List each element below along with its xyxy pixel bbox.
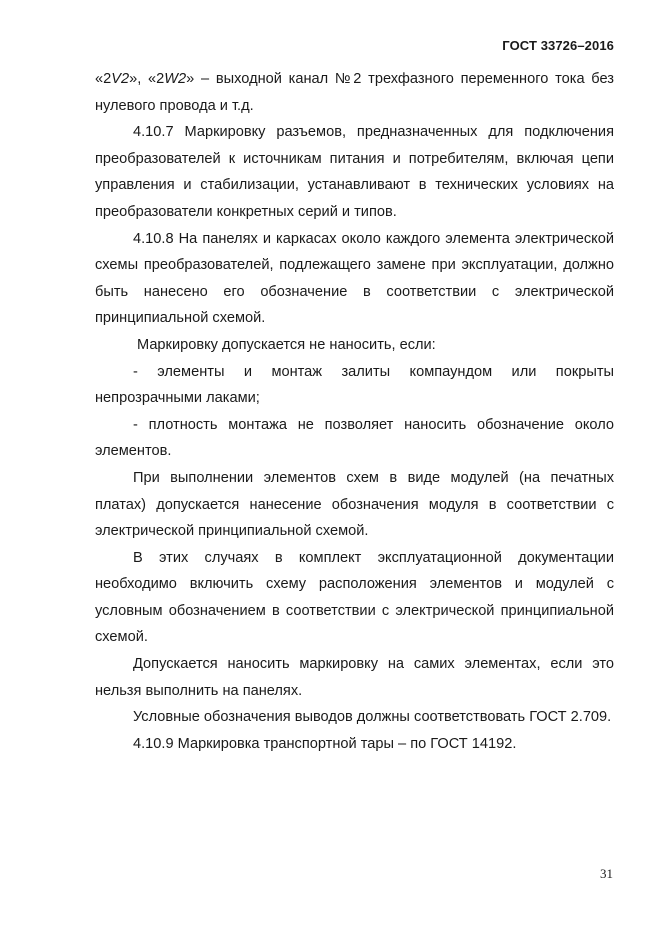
paragraph-marking-on-elements: Допускается наносить маркировку на самих элементах, если это нельзя выполнить на панелях. [95, 656, 614, 699]
paragraph-4-10-9: 4.10.9 Маркировка транспортной тары – по ГОСТ 14192. [133, 735, 517, 752]
list-item-compound: - элементы и монтаж залиты компаундом или покрыты непрозрачными лаками; [95, 363, 614, 407]
page-number: 31 [600, 866, 613, 881]
paragraph-modules: При выполнении элементов схем в виде модулей (на печатных платах) допускается нанесение обозначения модуля в соответствии с электрической принципиальной схемой. [95, 469, 614, 540]
text-fragment: «2 [95, 71, 112, 87]
paragraph-marking-exception: Маркировку допускается не наносить, если: [137, 336, 436, 353]
text-fragment: » – выходной канал №2 трехфазного переменного тока без нулевого провода и т.д. [95, 71, 614, 114]
paragraph-channel-designation [95, 66, 614, 119]
designation-v2: V2 [111, 71, 130, 87]
list-item-density: - плотность монтажа не позволяет наносить обозначение около элементов. [95, 416, 614, 460]
paragraph-4-10-8: 4.10.8 На панелях и каркасах около каждого элемента электрической схемы преобразователей, подлежащего замене при эксплуатации, должно быть нанесено его обозначение в соответствии с электрической принципиальной схемой. [95, 230, 614, 327]
document-body [95, 66, 614, 757]
standard-code-header: ГОСТ 33726–2016 [502, 38, 614, 53]
paragraph-terminal-designations: Условные обозначения выводов должны соответствовать ГОСТ 2.709. [133, 709, 612, 726]
text-fragment: », «2 [129, 71, 165, 87]
paragraph-documentation: В этих случаях в комплект эксплуатационной документации необходимо включить схему расположения элементов и модулей с условным обозначением в соответствии с электрической принципиальной схемой. [95, 549, 614, 646]
paragraph-4-10-7: 4.10.7 Маркировку разъемов, предназначенных для подключения преобразователей к источникам питания и потребителям, включая цепи управления и стабилизации, устанавливают в технических условиях на преобразователи конкретных серий и типов. [95, 124, 614, 220]
designation-w2: W2 [164, 71, 187, 87]
